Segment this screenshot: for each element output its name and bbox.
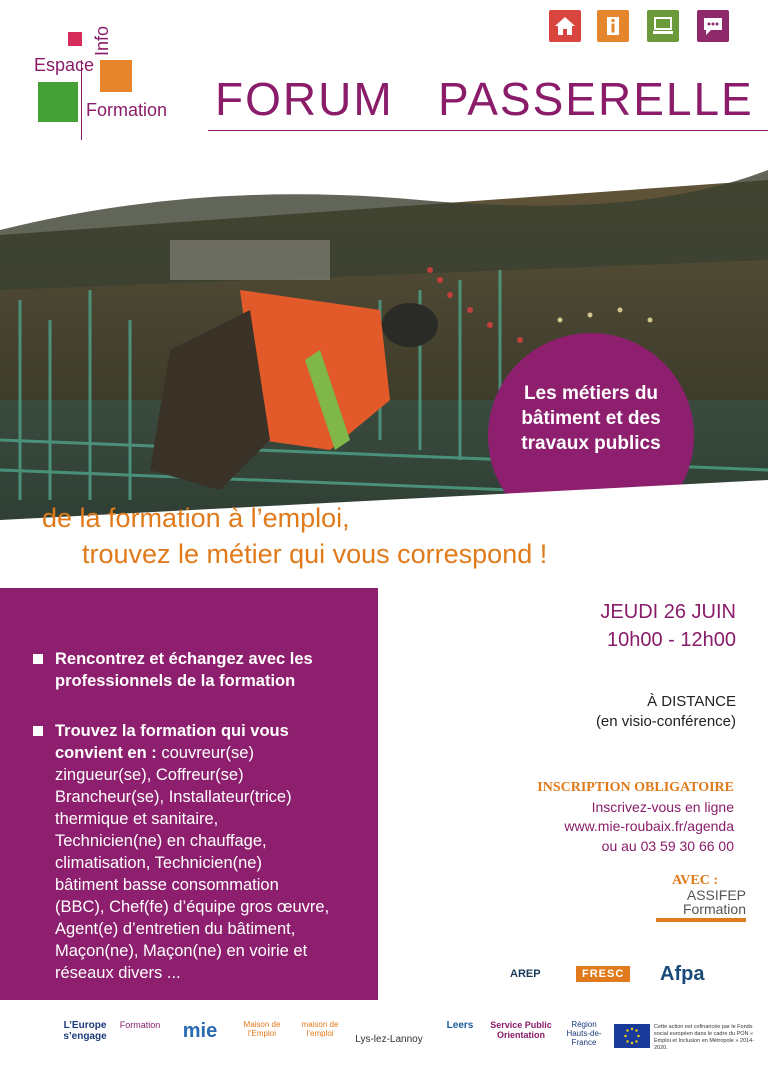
home-icon[interactable] [549,10,581,42]
bullet2-line: Agent(e) d’entretien du bâtiment, [55,920,296,938]
europe-sengage-logo: L’Europe s’engage [63,1020,107,1042]
partners-label: AVEC : [671,873,718,888]
bullet2-bold-2: convient en : [55,744,157,762]
assifep-logo [656,888,746,922]
registration-line: Inscrivez-vous en ligne [591,798,734,815]
location-line-1: À DISTANCE [647,693,736,710]
page-title: FORUM PASSERELLE [215,73,754,125]
event-date: JEUDI 26 JUIN [600,601,736,623]
bullet2-line: Technicien(ne) en chauffage, [55,832,267,850]
registration-block [537,778,734,856]
maison-emploi-logo: Maison de l’Emploi [243,1020,281,1038]
bullet-training [33,720,363,984]
assifep-line-2: Formation [682,901,746,917]
circle-line-3: travaux publics [521,433,661,454]
info-icon[interactable] [597,10,629,42]
circle-line-2: bâtiment et des [521,408,661,429]
lys-lez-lannoy-logo: Lys-lez-Lannoy [355,1034,423,1045]
logo-square-orange [100,60,132,92]
tagline-line-2: trouvez le métier qui vous correspond ! [82,539,548,569]
bullet2-bold-1: Trouvez la formation qui vous [55,722,289,740]
event-datetime [600,598,736,654]
bullet2-line: réseaux divers ... [55,964,181,982]
maison-emploi-2-logo: maison de l’emploi [301,1020,339,1038]
bullet2-line: (BBC), Chef(fe) d’équipe gros œuvre, [55,898,330,916]
logo-square-pink [68,32,82,46]
bullet2-line: climatisation, Technicien(ne) [55,854,262,872]
service-public-orientation-logo: Service Public Orientation [490,1020,552,1040]
bullet2-line: zingueur(se), Coffreur(se) [55,766,244,784]
eu-funding-text: Cette action est cofinancée par le Fonds social européen dans le cadre du PON « Emploi et Inclusion en Métropole » 2014-2020. [654,1024,754,1051]
bullet1-line-2: professionnels de la formation [55,672,296,690]
arep-text: AREP [510,968,541,980]
fresc-text: FRESC [576,966,630,982]
region-hauts-de-france-logo: Région Hauts-de-France [566,1020,602,1047]
leers-logo: Leers [446,1020,474,1031]
bullet2-line: Brancheur(se), Installateur(trice) [55,788,292,806]
assifep-line-1: ASSIFEP [686,887,746,903]
assifep-bar [656,918,746,922]
chat-icon[interactable] [697,10,729,42]
title-divider [208,130,768,131]
logo-word-espace: Espace [34,55,95,75]
logo-word-info: Info [92,25,112,56]
info-panel [0,588,378,1000]
eu-flag-icon [614,1024,650,1048]
espace-info-formation-footer-logo: Formation [119,1020,161,1030]
tagline [42,500,682,572]
event-location [596,692,736,732]
bullet2-line: bâtiment basse consommation [55,876,279,894]
registration-url-link[interactable]: www.mie-roubaix.fr/agenda [564,818,734,834]
espace-info-formation-logo[interactable] [30,20,200,160]
circle-line-1: Les métiers du [523,383,659,404]
location-line-2: (en visio-conférence) [595,713,736,730]
mie-logo: mie [182,1020,218,1042]
registration-heading: INSCRIPTION OBLIGATOIRE [537,780,734,795]
logo-word-formation: Formation [86,100,168,120]
bullet1-line-1: Rencontrez et échangez avec les [55,650,313,668]
bullet-square [33,726,43,736]
bullet2-line: Maçon(ne), Maçon(ne) en voirie et [55,942,308,960]
bullet-square [33,654,43,664]
logo-square-green [38,82,78,122]
tagline-line-1: de la formation à l’emploi, [42,503,350,533]
bullet-meet [33,648,363,692]
computer-icon[interactable] [647,10,679,42]
afpa-logo: Afpa [660,963,705,985]
arep-fresc-logo [510,968,640,988]
event-time: 10h00 - 12h00 [606,629,736,651]
bullet2-line: thermique et sanitaire, [55,810,219,828]
registration-phone: ou au 03 59 30 66 00 [601,837,734,854]
bullet2-rest-first: couvreur(se) [156,744,254,762]
